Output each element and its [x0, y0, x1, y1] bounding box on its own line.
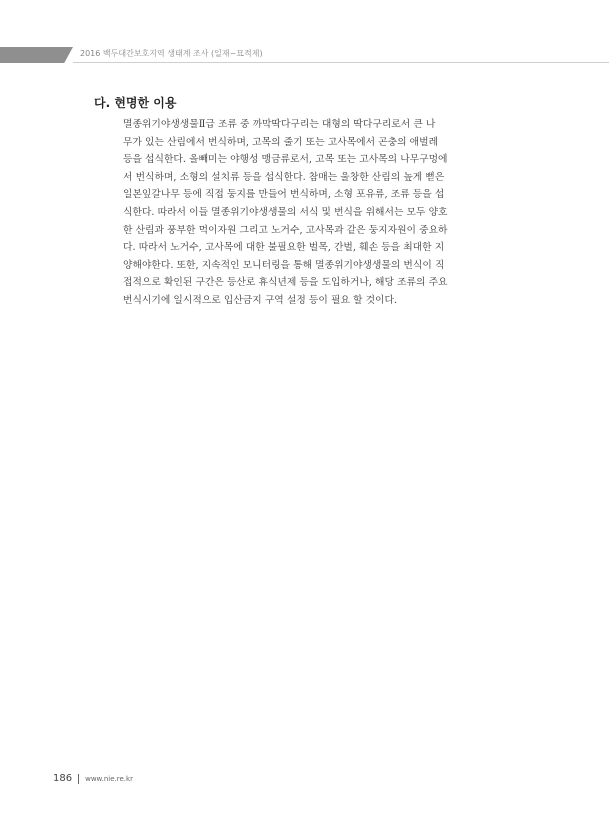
paragraph-line: 식한다. 따라서 이들 멸종위기야생생물의 서식 및 번식을 위해서는 모두 양호 [123, 206, 448, 218]
paragraph-line: 번식시기에 일시적으로 입산금지 구역 설정 등이 필요 할 것이다. [123, 294, 398, 306]
footer-url: www.nie.re.kr [85, 775, 133, 783]
page-number: 186 [53, 773, 73, 784]
paragraph-line: 일본잎갈나무 등에 직접 둥지를 만들어 번식하며, 소형 포유류, 조류 등을 섭 [123, 189, 445, 201]
header-rule [73, 62, 609, 63]
paragraph-line: 등을 섭식한다. 올빼미는 야행성 맹금류로서, 고목 또는 고사목의 나무구멍에 [123, 154, 448, 166]
paragraph-line: 다. 따라서 노거수, 고사목에 대한 불필요한 벌목, 간벌, 훼손 등을 최대한 지 [123, 242, 445, 254]
paragraph-line: 양해야한다. 또한, 지속적인 모니터링을 통해 멸종위기야생생물의 번식이 직 [123, 259, 445, 271]
paragraph-line: 무가 있는 산림에서 번식하며, 고목의 줄기 또는 고사목에서 곤충의 애벌레 [123, 136, 439, 148]
footer-divider [78, 774, 79, 784]
paragraph-line: 멸종위기야생생물Ⅱ급 조류 중 까막딱다구리는 대형의 딱다구리로서 큰 나 [123, 119, 436, 130]
paragraph-line: 접적으로 확인된 구간은 등산로 휴식년제 등을 도입하거나, 해당 조류의 주요 [123, 277, 448, 289]
paragraph-line: 서 번식하며, 소형의 설치류 등을 섭식한다. 참매는 울창한 산림의 높게 뻗은 [123, 171, 445, 183]
header-tab-marker [0, 47, 73, 63]
body-paragraph [123, 116, 523, 310]
paragraph-line: 한 산림과 풍부한 먹이자원 그리고 노거수, 고사목과 같은 둥지자원이 중요하 [123, 224, 448, 236]
section-heading: 다. 현명한 이용 [94, 96, 177, 110]
page-footer [53, 772, 133, 786]
running-title: 2016 백두대간보호지역 생태계 조사 (일재~묘적제) [80, 49, 263, 58]
